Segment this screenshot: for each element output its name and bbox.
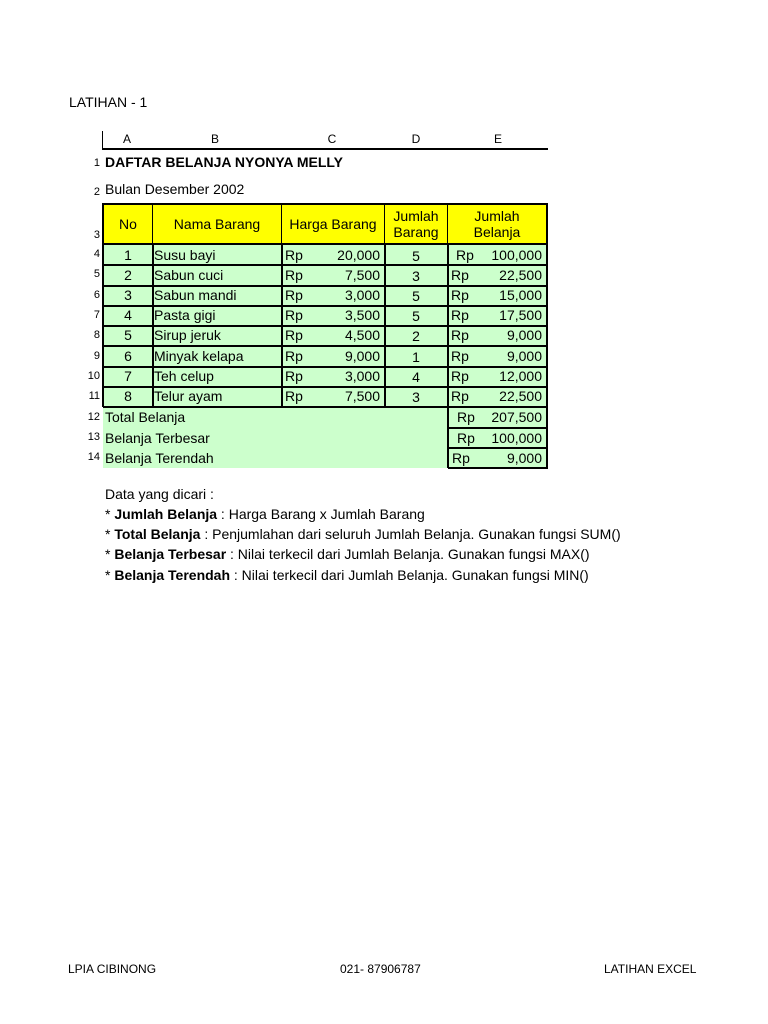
amount: 3,000 [344, 287, 380, 303]
note-line [105, 546, 590, 562]
cell-harga [282, 305, 384, 325]
amount: 207,500 [491, 409, 542, 425]
cell-no: 5 [124, 327, 132, 343]
note-desc: : Nilai terkecil dari Jumlah Belanja. Gunakan fungsi MIN() [230, 567, 589, 583]
cell-belanja [448, 366, 546, 386]
header-border [102, 203, 548, 245]
amount: 7,500 [344, 267, 380, 283]
column-header-c: C [327, 132, 337, 146]
cell-nama: Teh celup [154, 368, 214, 384]
cell-belanja [448, 386, 546, 406]
cell-no: 1 [124, 247, 132, 263]
sheet-subtitle: Bulan Desember 2002 [105, 181, 245, 197]
cell-nama: Minyak kelapa [154, 348, 244, 364]
cell-harga [282, 325, 384, 345]
row-number: 6 [93, 289, 100, 301]
header-nama-barang: Nama Barang [153, 204, 281, 244]
cell-jumlah: 5 [412, 248, 420, 264]
currency-label: Rp [451, 307, 469, 323]
summary-value-terbesar [449, 428, 546, 448]
row-number: 5 [93, 268, 100, 280]
header-jumlah-belanja-line2: Belanja [473, 224, 521, 240]
row-divider [103, 345, 547, 347]
row-number: 10 [87, 370, 100, 382]
row-divider [448, 447, 547, 449]
currency-label: Rp [452, 450, 470, 466]
amount: 100,000 [491, 247, 542, 263]
note-line [105, 567, 589, 583]
amount: 100,000 [491, 430, 542, 446]
amount: 22,500 [499, 267, 542, 283]
row-divider [103, 305, 547, 307]
cell-no: 4 [124, 307, 132, 323]
row-number: 2 [93, 186, 100, 198]
cell-jumlah: 1 [412, 349, 420, 365]
cell-nama: Sabun mandi [154, 287, 237, 303]
cell-belanja [448, 305, 546, 325]
cell-nama: Sabun cuci [154, 267, 224, 283]
currency-label: Rp [451, 267, 469, 283]
footer-center: 021- 87906787 [340, 962, 421, 976]
amount: 3,000 [344, 368, 380, 384]
cell-nama: Sirup jeruk [154, 327, 221, 343]
row-number: 3 [93, 229, 100, 241]
note-desc: : Penjumlahan dari seluruh Jumlah Belanja. Gunakan fungsi SUM() [200, 526, 621, 542]
amount: 20,000 [337, 247, 380, 263]
header-no: No [104, 204, 152, 244]
summary-label-total: Total Belanja [105, 409, 186, 425]
amount: 3,500 [344, 307, 380, 323]
amount: 12,000 [499, 368, 542, 384]
column-header-d: D [411, 132, 421, 146]
note-term: Total Belanja [114, 526, 201, 542]
table-right-border [546, 245, 548, 468]
amount: 9,000 [506, 450, 542, 466]
currency-label: Rp [285, 247, 303, 263]
table-left-border [102, 245, 104, 407]
note-term: Belanja Terendah [114, 567, 231, 583]
note-bullet: * [105, 526, 115, 542]
cell-no: 6 [124, 348, 132, 364]
row-number: 7 [93, 309, 100, 321]
table-bottom-border [448, 467, 548, 469]
cell-belanja [448, 285, 546, 305]
column-header-b: B [210, 132, 219, 146]
row-divider [103, 366, 547, 368]
cell-harga [282, 265, 384, 285]
cell-jumlah: 5 [412, 288, 420, 304]
footer-right: LATIHAN EXCEL [604, 962, 697, 976]
row-number: 9 [93, 350, 100, 362]
note-term: Jumlah Belanja [114, 506, 218, 522]
cell-no: 2 [124, 267, 132, 283]
cell-nama: Susu bayi [154, 247, 216, 263]
row-number: 12 [87, 411, 100, 423]
page-title: LATIHAN - 1 [69, 94, 148, 110]
cell-harga [282, 386, 384, 406]
row-number: 8 [93, 329, 100, 341]
currency-label: Rp [451, 287, 469, 303]
header-jumlah-barang-line2: Barang [393, 224, 439, 240]
amount: 15,000 [499, 287, 542, 303]
currency-label: Rp [285, 287, 303, 303]
note-bullet: * [105, 567, 115, 583]
row-number: 4 [93, 248, 100, 260]
currency-label: Rp [451, 388, 469, 404]
note-desc: : Nilai terkecil dari Jumlah Belanja. Gunakan fungsi MAX() [226, 546, 590, 562]
currency-label: Rp [451, 327, 469, 343]
amount: 4,500 [344, 327, 380, 343]
row-divider [103, 386, 547, 388]
row-divider [103, 264, 547, 266]
cell-harga [282, 285, 384, 305]
header-harga-barang: Harga Barang [282, 204, 384, 244]
cell-belanja [448, 325, 546, 345]
note-desc: : Harga Barang x Jumlah Barang [217, 506, 425, 522]
header-jumlah-barang-line1: Jumlah [393, 208, 439, 224]
currency-label: Rp [285, 388, 303, 404]
cell-jumlah: 4 [412, 369, 420, 385]
currency-label: Rp [457, 430, 475, 446]
currency-label: Rp [285, 368, 303, 384]
footer-left: LPIA CIBINONG [68, 962, 157, 976]
row-number: 11 [88, 390, 100, 402]
cell-belanja [448, 346, 546, 366]
column-header-rule [102, 148, 548, 150]
cell-no: 3 [124, 287, 132, 303]
column-divider [281, 245, 283, 407]
summary-value-terendah [449, 448, 546, 468]
amount: 7,500 [344, 388, 380, 404]
row-divider [103, 285, 547, 287]
row-divider [103, 325, 547, 327]
column-header-e: E [493, 132, 502, 146]
amount: 17,500 [499, 307, 542, 323]
summary-value-total [449, 407, 546, 427]
currency-label: Rp [457, 409, 475, 425]
note-bullet: * [105, 546, 115, 562]
cell-jumlah: 3 [412, 268, 420, 284]
amount: 9,000 [506, 348, 542, 364]
cell-jumlah: 2 [412, 328, 420, 344]
row-divider [448, 427, 547, 429]
cell-jumlah: 3 [412, 389, 420, 405]
cell-no: 8 [124, 388, 132, 404]
currency-label: Rp [285, 348, 303, 364]
row-number: 13 [87, 431, 100, 443]
cell-harga [282, 366, 384, 386]
cell-belanja [448, 245, 546, 265]
currency-label: Rp [456, 247, 474, 263]
row-number: 1 [93, 157, 100, 169]
currency-label: Rp [451, 348, 469, 364]
note-line [105, 506, 425, 522]
notes-intro: Data yang dicari : [105, 486, 214, 502]
currency-label: Rp [285, 307, 303, 323]
summary-label-terbesar: Belanja Terbesar [105, 430, 210, 446]
header-jumlah-belanja-line1: Jumlah [474, 208, 520, 224]
column-divider [384, 245, 386, 407]
column-header-a: A [122, 132, 131, 146]
cell-harga [282, 346, 384, 366]
note-term: Belanja Terbesar [114, 546, 227, 562]
amount: 9,000 [506, 327, 542, 343]
column-divider [152, 245, 154, 407]
note-line [105, 526, 621, 542]
cell-harga [282, 245, 384, 265]
currency-label: Rp [285, 327, 303, 343]
summary-label-terendah: Belanja Terendah [105, 450, 214, 466]
cell-belanja [448, 265, 546, 285]
cell-jumlah: 5 [412, 308, 420, 324]
amount: 9,000 [344, 348, 380, 364]
cell-no: 7 [124, 368, 132, 384]
currency-label: Rp [451, 368, 469, 384]
row-number: 14 [87, 451, 100, 463]
sheet-title: DAFTAR BELANJA NYONYA MELLY [105, 154, 344, 170]
currency-label: Rp [285, 267, 303, 283]
cell-nama: Pasta gigi [154, 307, 216, 323]
note-bullet: * [105, 506, 115, 522]
cell-nama: Telur ayam [154, 388, 223, 404]
amount: 22,500 [499, 388, 542, 404]
